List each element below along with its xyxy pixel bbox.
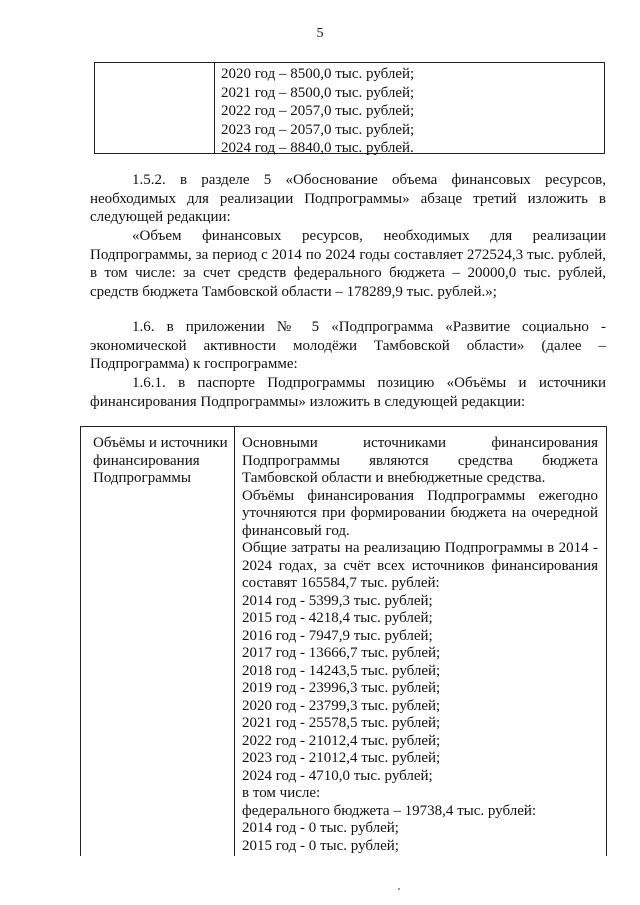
paragraph-1-6-1: 1.6.1. в паспорте Подпрограммы позицию «Объёмы и источники финансирования Подпрограммы» изложить в следующей редакции: <box>90 375 606 410</box>
funding-year-line: 2024 год – 8840,0 тыс. рублей. <box>221 140 414 156</box>
total-year-line: 2016 год - 7947,9 тыс. рублей; <box>242 627 433 644</box>
total-year-line: 2019 год - 23996,3 тыс. рублей; <box>242 680 441 696</box>
total-year-line: 2015 год - 4218,4 тыс. рублей; <box>242 610 433 626</box>
funding-annual-text: Объёмы финансирования Подпрограммы ежегодно уточняются при формировании бюджета на очередной финансовый год. <box>242 487 598 539</box>
funding-continuation-table <box>94 62 605 154</box>
funding-content-cell <box>242 435 598 855</box>
funding-year-line: 2021 год – 8500,0 тыс. рублей; <box>221 84 415 101</box>
total-year-line: 2018 год - 14243,5 тыс. рублей; <box>242 662 441 679</box>
funding-total-text: Общие затраты на реализацию Подпрограммы в 2014 - 2024 годах, за счёт всех источников финансирования составят 165584,7 тыс. рублей: <box>242 540 598 591</box>
federal-year-line: 2015 год - 0 тыс. рублей; <box>242 837 399 854</box>
total-year-line: 2024 год - 4710,0 тыс. рублей; <box>242 767 433 784</box>
scan-speck <box>398 888 400 890</box>
funding-year-line: 2023 год – 2057,0 тыс. рублей; <box>221 121 415 138</box>
table-column-divider <box>214 63 215 153</box>
passport-funding-table <box>80 426 607 856</box>
paragraph-1-5-2: 1.5.2. в разделе 5 «Обоснование объема финансовых ресурсов, необходимых для реализации Подпрограммы» абзаце третий изложить в следующей редакции: <box>90 172 606 225</box>
total-year-line: 2020 год - 23799,3 тыс. рублей; <box>242 697 441 714</box>
paragraph-1-5-2-quote: «Объем финансовых ресурсов, необходимых для реализации Подпрограммы, за период с 2014 по 2024 годы составляет 272524,3 тыс. рублей, в том числе: за счет средств федерального бюджета – 20000,0 тыс. рублей, средств бюджета Тамбовской области – 178289,9 тыс. рублей.»; <box>90 228 606 300</box>
total-year-line: 2023 год - 21012,4 тыс. рублей; <box>242 750 441 766</box>
funding-year-line: 2022 год – 2057,0 тыс. рублей; <box>221 103 415 119</box>
federal-year-line: 2014 год - 0 тыс. рублей; <box>242 820 399 836</box>
funding-year-line: 2020 год – 8500,0 тыс. рублей; <box>221 66 415 82</box>
in-that-number-text: в том числе: <box>242 785 321 801</box>
total-year-line: 2021 год - 25578,5 тыс. рублей; <box>242 715 441 731</box>
total-year-line: 2022 год - 21012,4 тыс. рублей; <box>242 732 441 749</box>
total-year-line: 2014 год - 5399,3 тыс. рублей; <box>242 592 433 609</box>
federal-total-text: федерального бюджета – 19738,4 тыс. рублей: <box>242 802 537 819</box>
paragraph-1-6: 1.6. в приложении № 5 «Подпрограмма «Развитие социально - экономической активности молодёжи Тамбовской области» (далее – Подпрограмма) к госпрограмме: <box>90 319 606 372</box>
total-year-line: 2017 год - 13666,7 тыс. рублей; <box>242 645 441 661</box>
table-column-divider <box>234 427 235 856</box>
funding-label-cell: Объёмы и источники финансирования Подпрограммы <box>93 435 228 486</box>
funding-years-list <box>221 65 414 158</box>
funding-sources-text: Основными источниками финансирования Подпрограммы являются средства бюджета Тамбовской области и внебюджетные средства. <box>242 435 598 486</box>
page-number: 5 <box>316 26 324 41</box>
